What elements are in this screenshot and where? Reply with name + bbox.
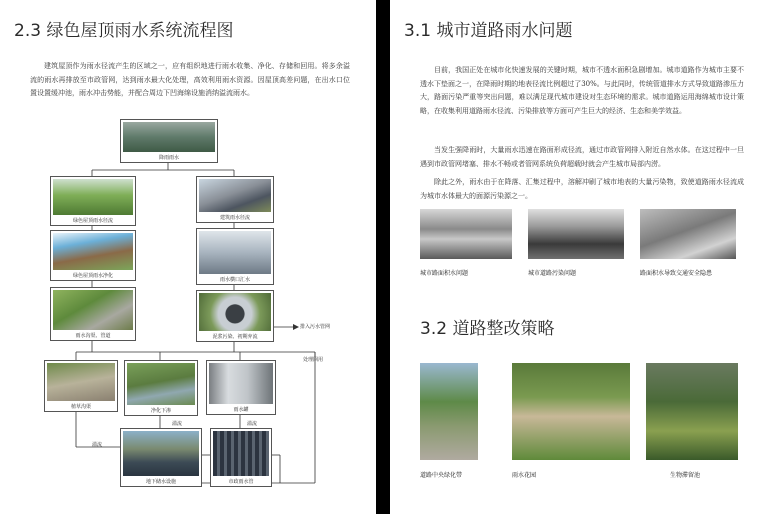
flow-node-purify-infiltrate: 净化下渗 [124, 360, 198, 416]
photo-caption: 道路中央绿化带 [420, 472, 463, 479]
purify-diagram [53, 233, 133, 270]
left-page-paragraph: 建筑屋顶作为雨水径流产生的区域之一，应有组织地进行雨水收集、净化、存储和回用。将多余溢流的雨水再排放至市政管网，达到雨水最大化处理，高效利用雨水资源。因屋顶高差问题，在出水口位置设置缓冲池，雨水冲击势能，并配合周边下凹海绵设施消纳溢流雨水。 [30, 62, 350, 97]
flow-node-green-roof: 绿色屋顶雨水径流 [50, 176, 136, 226]
paragraph-2: 当发生强降雨时，大量雨水迅速在路面形成径流，通过市政管网排入附近自然水体。在这过程中一旦遇到市政管网堵塞、排水不畅或者管网系统负荷超载时就会产生城市局部内涝。 [420, 146, 744, 168]
flow-node-building-roof: 建筑雨水径流 [196, 176, 274, 223]
flow-node-storage: 地下储水设施 [120, 428, 202, 487]
flow-node-tank: 雨水罐 [206, 360, 276, 415]
bioretention-photo [646, 363, 738, 460]
flooded-street-photo [420, 209, 512, 259]
paragraph-1: 目前，我国正处在城市化快速发展的关键时期，城市不透水面积急剧增加。城市道路作为城市主要不透水下垫面之一，在降雨时期的地表径流比例超过了30%。与此同时，传统管道排水方式导致道路渗压力大，路面污染严重等突出问题，难以满足现代城市建设对生态环境的需求。城市道路运用海绵城市设计策略，在收集利用道路雨水径流、污染排放等方面可产生巨大的经济、生态和美学效益。 [420, 66, 744, 115]
photo-caption: 生物滞留池 [670, 472, 701, 479]
building-photo [199, 179, 271, 212]
flow-node-rain: 降雨雨水 [120, 119, 218, 163]
overflow-label-1: 溢流 [92, 442, 103, 448]
overflow-label-2: 溢流 [172, 421, 183, 427]
to-pipe-label: 排入污水管网 [300, 324, 331, 330]
photo-caption: 路面积水导致交通安全隐患 [640, 270, 713, 277]
flow-node-green-roof-purify: 绿色屋顶雨水净化 [50, 230, 136, 281]
section-heading-3-2: 3.2 道路整改策略 [420, 319, 555, 339]
flow-node-downpipe: 雨水横口汇水 [196, 228, 274, 285]
traffic-hazard-photo [640, 209, 736, 259]
treatment-photo [199, 293, 271, 331]
infiltrate-photo [127, 363, 195, 405]
downpipe-photo [199, 231, 271, 274]
median-greenbelt-photo [420, 363, 478, 460]
reuse-label: 处理回用 [303, 357, 324, 363]
paragraph-3: 除此之外，雨水由于在降落、汇集过程中，溶解冲刷了城市地表的大量污染物，致使道路雨水径流成为城市水体最大的面源污染源之一。 [420, 178, 744, 200]
photo-caption: 城市道路污染问题 [528, 270, 577, 277]
swale-photo [47, 363, 115, 401]
polluted-road-photo [528, 209, 624, 259]
left-page [0, 0, 376, 514]
flow-node-catchment: 雨水沟渠、管道 [50, 287, 136, 341]
photo-caption: 雨水花园 [512, 472, 537, 479]
rain-garden-photo [512, 363, 630, 460]
section-heading-3-1: 3.1 城市道路雨水问题 [404, 21, 573, 41]
municipal-pipe-photo [213, 431, 269, 476]
catchment-photo [53, 290, 133, 330]
rain-photo [123, 122, 215, 152]
flow-node-municipal: 市政雨水管 [210, 428, 272, 487]
left-page-heading: 2.3 绿色屋顶雨水系统流程图 [14, 21, 234, 41]
tank-photo [209, 363, 273, 404]
overflow-label-3: 溢流 [247, 421, 258, 427]
right-page [390, 0, 760, 514]
photo-caption: 城市路面积水问题 [420, 270, 469, 277]
flow-node-swale: 植草沟渠 [44, 360, 118, 412]
storage-diagram [123, 431, 199, 476]
flow-node-treatment: 泥浆污染、初期弃流 [196, 290, 274, 342]
green-roof-photo [53, 179, 133, 215]
